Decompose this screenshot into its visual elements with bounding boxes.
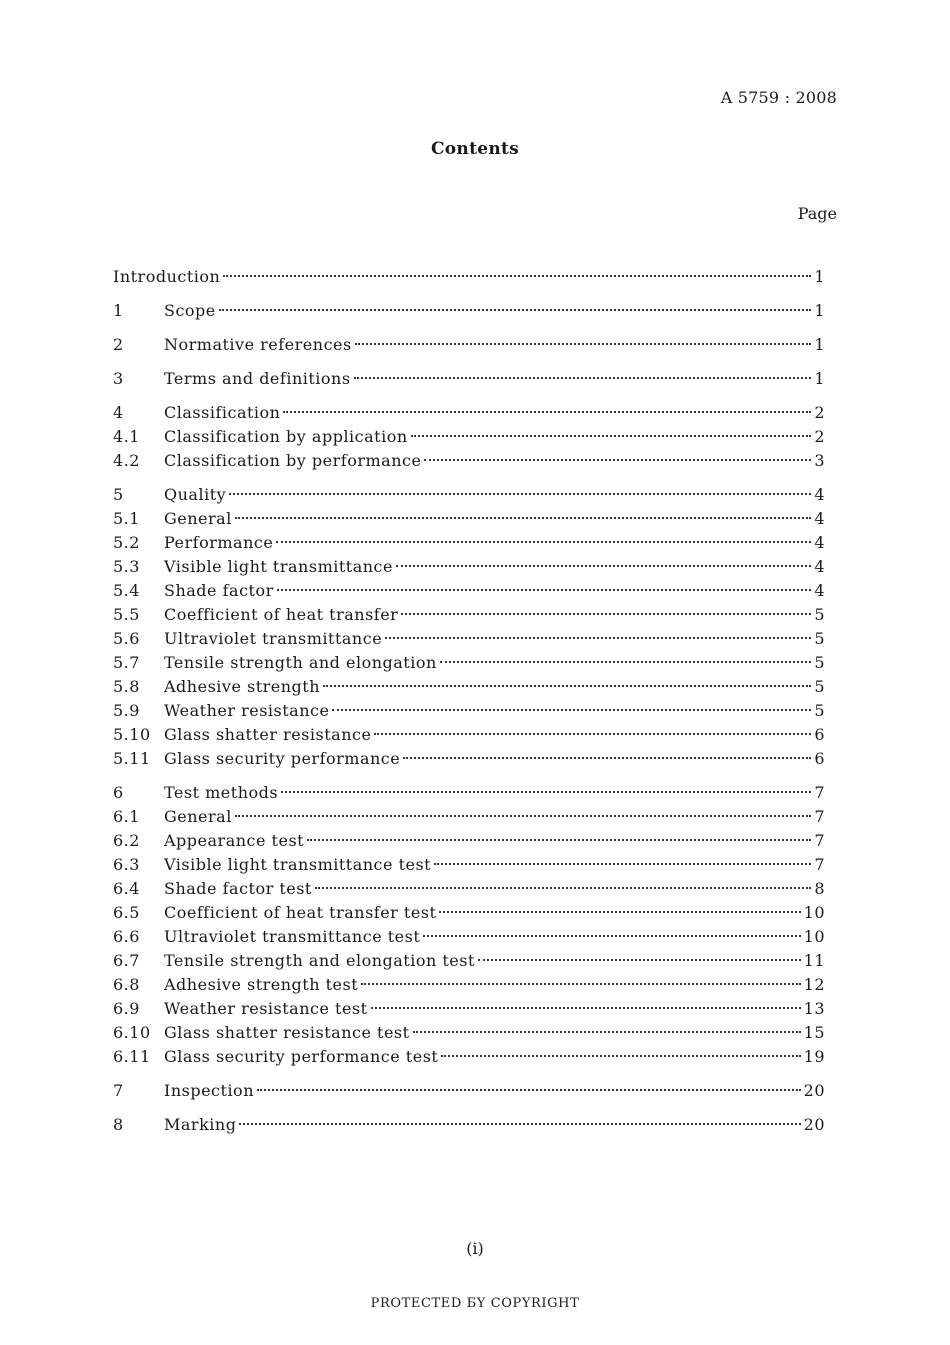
toc-entry-title: Tensile strength and elongation — [164, 653, 437, 672]
toc-entry-title: Glass shatter resistance test — [164, 1023, 410, 1042]
toc-entry-page: 1 — [814, 369, 825, 388]
dot-leader — [440, 661, 812, 663]
toc-entry-page: 1 — [814, 267, 825, 286]
toc-entry-number: 5.1 — [113, 509, 140, 528]
dot-leader — [413, 1031, 801, 1033]
toc-entry-number: 5.11 — [113, 749, 151, 768]
dot-leader — [403, 757, 811, 759]
toc-entry-title: General — [164, 807, 232, 826]
toc-entry-title: Coefficient of heat transfer — [164, 605, 399, 624]
toc-entry[interactable] — [113, 603, 825, 627]
dot-leader — [434, 863, 811, 865]
toc-entry-number: 6.7 — [113, 951, 140, 970]
toc-entry-number: 5.6 — [113, 629, 140, 648]
dot-leader — [229, 493, 811, 495]
toc-entry-title: Classification — [164, 403, 281, 422]
dot-leader — [441, 1055, 800, 1057]
toc-entry[interactable] — [113, 805, 825, 829]
toc-entry-number: 5.9 — [113, 701, 140, 720]
toc-entry-page: 5 — [814, 653, 825, 672]
toc-entry[interactable] — [113, 449, 825, 473]
toc-entry-number: 6.5 — [113, 903, 140, 922]
toc-entry-title: Adhesive strength test — [164, 975, 359, 994]
toc-entry[interactable] — [113, 997, 825, 1021]
toc-entry-title: Adhesive strength — [164, 677, 321, 696]
toc-entry-page: 5 — [814, 629, 825, 648]
toc-entry[interactable] — [113, 747, 825, 771]
toc-entry-page: 3 — [814, 451, 825, 470]
toc-entry-page: 6 — [814, 725, 825, 744]
toc-entry-number: 5 — [113, 485, 124, 504]
toc-entry-number: 4.1 — [113, 427, 140, 446]
document-code: A 5759 : 2008 — [720, 88, 837, 107]
toc-entry-number: 6.8 — [113, 975, 140, 994]
toc-entry[interactable] — [113, 265, 825, 289]
toc-entry-page: 6 — [814, 749, 825, 768]
toc-entry-number: 6.4 — [113, 879, 140, 898]
toc-entry-title: Ultraviolet transmittance — [164, 629, 383, 648]
toc-entry-page: 4 — [814, 509, 825, 528]
dot-leader — [374, 733, 811, 735]
toc-entry-page: 19 — [803, 1047, 825, 1066]
toc-entry-number: 4.2 — [113, 451, 140, 470]
toc-entry[interactable] — [113, 531, 825, 555]
toc-entry-number: 8 — [113, 1115, 124, 1134]
toc-entry[interactable] — [113, 781, 825, 805]
toc-entry[interactable] — [113, 1021, 825, 1045]
toc-entry-page: 10 — [803, 927, 825, 946]
dot-leader — [223, 275, 811, 277]
toc-entry-page: 4 — [814, 581, 825, 600]
toc-entry-page: 15 — [803, 1023, 825, 1042]
toc-entry-number: 7 — [113, 1081, 124, 1100]
toc-entry[interactable] — [113, 507, 825, 531]
toc-entry-number: 5.2 — [113, 533, 140, 552]
toc-entry-page: 7 — [814, 807, 825, 826]
toc-entry-page: 4 — [814, 485, 825, 504]
dot-leader — [281, 791, 811, 793]
toc-entry-title: General — [164, 509, 232, 528]
dot-leader — [332, 709, 811, 711]
dot-leader — [239, 1123, 800, 1125]
toc-entry[interactable] — [113, 651, 825, 675]
toc-entry[interactable] — [113, 973, 825, 997]
dot-leader — [283, 411, 811, 413]
toc-entry-number: 5.5 — [113, 605, 140, 624]
toc-entry-page: 4 — [814, 533, 825, 552]
toc-entry-title: Visible light transmittance — [164, 557, 393, 576]
footer-page-number: (i) — [466, 1239, 484, 1258]
toc-entry-page: 7 — [814, 831, 825, 850]
toc-entry-title: Appearance test — [164, 831, 305, 850]
dot-leader — [355, 343, 812, 345]
dot-leader — [277, 589, 812, 591]
dot-leader — [235, 815, 811, 817]
toc-entry-title: Visible light transmittance test — [164, 855, 432, 874]
toc-entry-title: Introduction — [113, 267, 221, 286]
toc-entry-number: 6 — [113, 783, 124, 802]
toc-entry-title: Terms and definitions — [164, 369, 351, 388]
toc-entry-page: 5 — [814, 701, 825, 720]
toc-entry-page: 7 — [814, 855, 825, 874]
dot-leader — [439, 911, 800, 913]
toc-entry[interactable] — [113, 425, 825, 449]
toc-entry-page: 4 — [814, 557, 825, 576]
toc-entry-title: Glass security performance test — [164, 1047, 439, 1066]
toc-entry-title: Shade factor — [164, 581, 274, 600]
toc-entry[interactable] — [113, 675, 825, 699]
toc-entry-number: 6.6 — [113, 927, 140, 946]
dot-leader — [219, 309, 812, 311]
toc-entry-number: 6.1 — [113, 807, 140, 826]
page-column-label: Page — [797, 204, 837, 223]
toc-entry-page: 20 — [803, 1081, 825, 1100]
toc-entry-number: 6.10 — [113, 1023, 151, 1042]
toc-entry-number: 2 — [113, 335, 124, 354]
toc-entry[interactable] — [113, 901, 825, 925]
toc-entry-title: Marking — [164, 1115, 237, 1134]
toc-entry[interactable] — [113, 877, 825, 901]
toc-entry-page: 10 — [803, 903, 825, 922]
toc-entry-page: 5 — [814, 677, 825, 696]
toc-entry-number: 5.8 — [113, 677, 140, 696]
toc-entry-title: Quality — [164, 485, 227, 504]
dot-leader — [424, 459, 811, 461]
dot-leader — [235, 517, 811, 519]
toc-entry-title: Coefficient of heat transfer test — [164, 903, 437, 922]
toc-entry-page: 5 — [814, 605, 825, 624]
dot-leader — [401, 613, 811, 615]
toc-entry[interactable] — [113, 723, 825, 747]
toc-entry-title: Scope — [164, 301, 216, 320]
toc-entry-page: 1 — [814, 301, 825, 320]
toc-entry-number: 6.3 — [113, 855, 140, 874]
dot-leader — [257, 1089, 801, 1091]
toc-entry-page: 7 — [814, 783, 825, 802]
toc-entry-number: 5.7 — [113, 653, 140, 672]
toc-entry-number: 5.3 — [113, 557, 140, 576]
toc-entry[interactable] — [113, 299, 825, 323]
toc-entry-number: 6.9 — [113, 999, 140, 1018]
toc-entry-title: Inspection — [164, 1081, 254, 1100]
toc-entry-page: 1 — [814, 335, 825, 354]
toc-entry-number: 5.4 — [113, 581, 140, 600]
toc-entry[interactable] — [113, 699, 825, 723]
dot-leader — [307, 839, 811, 841]
toc-entry-title: Ultraviolet transmittance test — [164, 927, 421, 946]
toc-entry-page: 8 — [814, 879, 825, 898]
dot-leader — [354, 377, 812, 379]
toc-entry[interactable] — [113, 853, 825, 877]
dot-leader — [361, 983, 800, 985]
dot-leader — [276, 541, 811, 543]
toc-entry[interactable] — [113, 555, 825, 579]
toc-entry-title: Normative references — [164, 335, 352, 354]
toc-entry-title: Weather resistance test — [164, 999, 368, 1018]
toc-entry[interactable] — [113, 401, 825, 425]
dot-leader — [423, 935, 800, 937]
toc-entry-title: Classification by performance — [164, 451, 422, 470]
dot-leader — [411, 435, 812, 437]
toc-entry-title: Tensile strength and elongation test — [164, 951, 475, 970]
dot-leader — [315, 887, 811, 889]
toc-entry-title: Performance — [164, 533, 274, 552]
toc-entry-title: Classification by application — [164, 427, 408, 446]
toc-entry[interactable] — [113, 1113, 825, 1137]
toc-entry-page: 2 — [814, 427, 825, 446]
toc-entry[interactable] — [113, 949, 825, 973]
toc-entry-number: 3 — [113, 369, 124, 388]
toc-entry[interactable] — [113, 925, 825, 949]
toc-entry-title: Glass shatter resistance — [164, 725, 372, 744]
toc-entry[interactable] — [113, 579, 825, 603]
toc-entry-number: 1 — [113, 301, 124, 320]
toc-entry-title: Glass security performance — [164, 749, 401, 768]
dot-leader — [385, 637, 811, 639]
copyright-notice: PROTECTED БY COPYRIGHT — [370, 1296, 580, 1311]
dot-leader — [371, 1007, 801, 1009]
dot-leader — [478, 959, 801, 961]
toc-entry-page: 11 — [803, 951, 825, 970]
toc-entry-number: 6.11 — [113, 1047, 151, 1066]
toc-entry-number: 6.2 — [113, 831, 140, 850]
toc-entry-title: Weather resistance — [164, 701, 330, 720]
dot-leader — [396, 565, 811, 567]
table-of-contents — [113, 265, 825, 1137]
toc-entry-number: 5.10 — [113, 725, 151, 744]
toc-entry-title: Test methods — [164, 783, 279, 802]
toc-entry[interactable] — [113, 333, 825, 357]
toc-entry-title: Shade factor test — [164, 879, 312, 898]
page-title: Contents — [430, 139, 520, 159]
toc-entry-number: 4 — [113, 403, 124, 422]
toc-entry[interactable] — [113, 1045, 825, 1069]
toc-entry[interactable] — [113, 483, 825, 507]
toc-entry-page: 12 — [803, 975, 825, 994]
toc-entry-page: 13 — [803, 999, 825, 1018]
toc-entry[interactable] — [113, 1079, 825, 1103]
toc-entry[interactable] — [113, 627, 825, 651]
toc-entry[interactable] — [113, 829, 825, 853]
toc-entry[interactable] — [113, 367, 825, 391]
toc-entry-page: 2 — [814, 403, 825, 422]
toc-entry-page: 20 — [803, 1115, 825, 1134]
dot-leader — [323, 685, 811, 687]
